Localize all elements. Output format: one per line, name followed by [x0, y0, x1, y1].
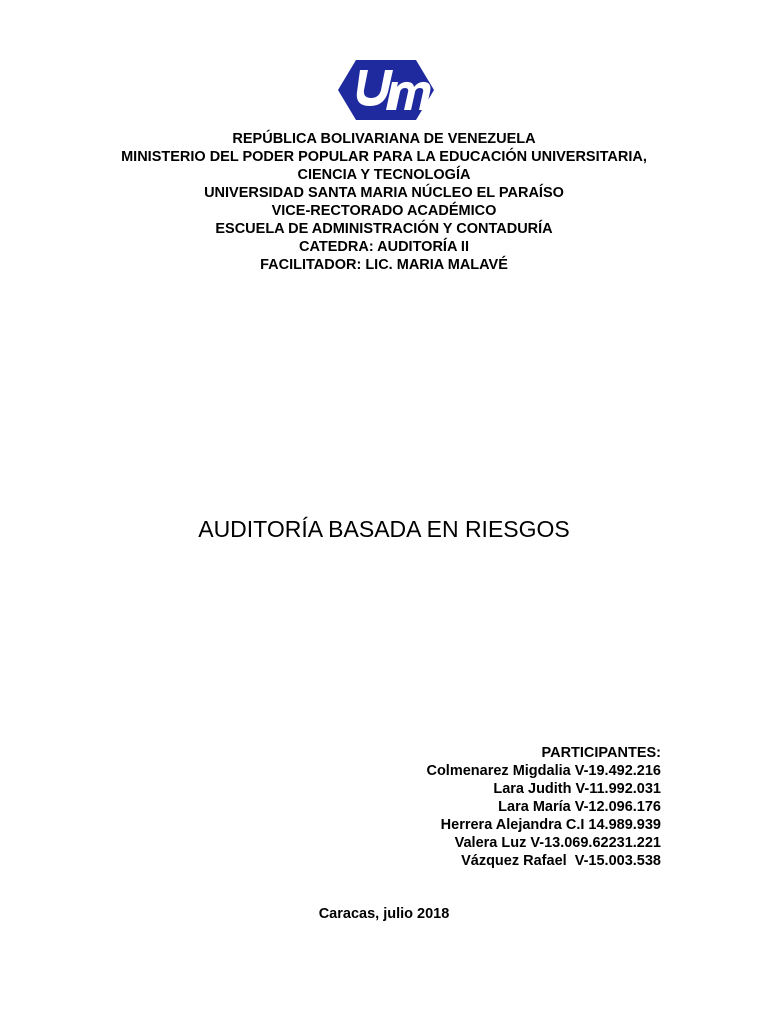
- header-line-school: ESCUELA DE ADMINISTRACIÓN Y CONTADURÍA: [215, 221, 553, 237]
- document-title: AUDITORÍA BASADA EN RIESGOS: [198, 516, 570, 542]
- participant-name: Valera Luz V-13.069.62231.221: [454, 835, 661, 851]
- header-line-university: UNIVERSIDAD SANTA MARIA NÚCLEO EL PARAÍSO: [204, 185, 564, 201]
- place-date: Caracas, julio 2018: [318, 906, 450, 922]
- header-line-country: REPÚBLICA BOLIVARIANA DE VENEZUELA: [232, 131, 536, 147]
- participants-block: [426, 744, 661, 870]
- participant-name: Herrera Alejandra C.I 14.989.939: [440, 817, 661, 833]
- header-line-ministry: MINISTERIO DEL PODER POPULAR PARA LA EDUCACIÓN UNIVERSITARIA,: [121, 149, 647, 165]
- header-line-course: CATEDRA: AUDITORÍA II: [299, 239, 469, 255]
- participant-name: Lara María V-12.096.176: [498, 799, 661, 815]
- header-line-ministry-cont: CIENCIA Y TECNOLOGÍA: [297, 167, 471, 183]
- participant-name: Lara Judith V-11.992.031: [493, 781, 661, 797]
- institution-header: [0, 130, 768, 274]
- header-line-vice-rectorate: VICE-RECTORADO ACADÉMICO: [271, 203, 497, 219]
- university-logo: [338, 60, 434, 120]
- header-line-facilitator: FACILITADOR: LIC. MARIA MALAVÉ: [260, 257, 508, 273]
- participant-name: Vázquez Rafael V-15.003.538: [461, 853, 661, 869]
- participants-heading: PARTICIPANTES:: [541, 745, 661, 761]
- participant-name: Colmenarez Migdalia V-19.492.216: [426, 763, 661, 779]
